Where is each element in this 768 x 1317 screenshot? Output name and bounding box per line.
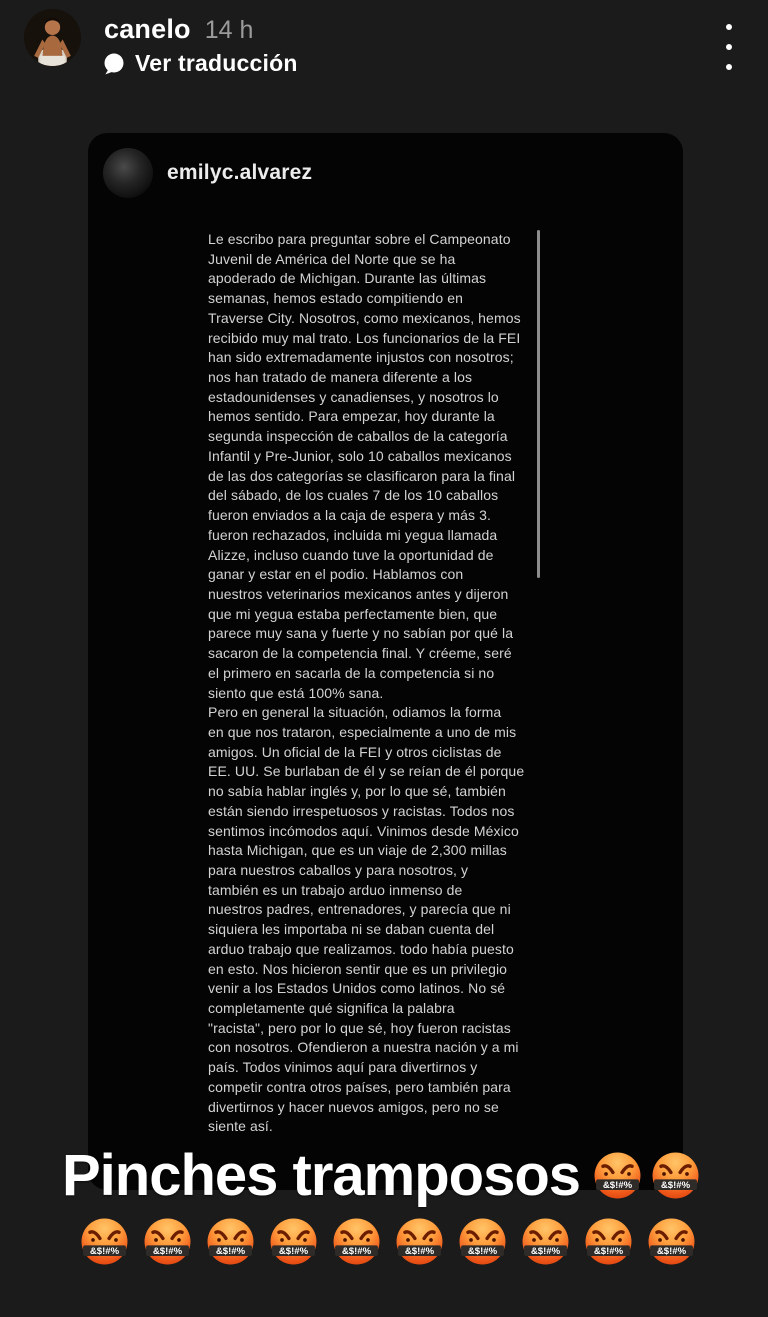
post-body-line: Le escribo para preguntar sobre el Campeonato <box>208 231 511 247</box>
post-body-line: parece muy sana y fuerte y no sabían por qué la <box>208 625 514 642</box>
post-body-line: arduo trabajo que realizamos. todo había puesto <box>208 940 514 957</box>
face-with-symbols-on-mouth-emoji <box>593 1151 642 1200</box>
embedded-post-card[interactable] <box>88 133 683 1190</box>
kebab-dot <box>726 64 732 70</box>
svg-text:&$!#%: &$!#% <box>404 1245 435 1257</box>
post-body-line: Infantil y Pre-Junior, solo 10 caballos mexicanos <box>208 447 512 464</box>
face-with-symbols-on-mouth-emoji <box>269 1217 318 1266</box>
face-with-symbols-on-mouth-emoji <box>651 1151 700 1200</box>
post-body-line: siente así. <box>208 1118 273 1135</box>
post-body-line: completamente qué significa la palabra <box>208 1000 455 1017</box>
canelo-avatar[interactable] <box>24 9 81 66</box>
post-body-line: siento que está 100% sana. <box>208 684 384 701</box>
face-with-symbols-on-mouth-emoji <box>584 1217 633 1266</box>
story-header <box>0 0 768 100</box>
kebab-dot <box>726 44 732 50</box>
face-with-symbols-on-mouth-emoji <box>332 1217 381 1266</box>
post-body-line: nuestros veterinarios mexicanos antes y dijeron <box>208 585 509 602</box>
face-with-symbols-on-mouth-emoji <box>395 1217 444 1266</box>
post-body-line: no sabía hablar inglés y, por lo que sé, también <box>208 783 506 800</box>
post-body-line: hemos sentido. Para empezar, hoy durante la <box>208 408 495 425</box>
post-body-line: el primero en sacarla de la competencia si no <box>208 664 495 681</box>
post-body-line: sacaron de la competencia final. Y créeme, seré <box>208 645 512 662</box>
post-body-line: fueron rechazados, incluida mi yegua llamada <box>208 526 498 543</box>
face-with-symbols-on-mouth-emoji <box>458 1217 507 1266</box>
face-with-symbols-on-mouth-emoji <box>80 1217 129 1266</box>
post-body-line: "racista", pero por lo que sé, hoy fueron racistas <box>208 1019 511 1036</box>
svg-text:&$!#%: &$!#% <box>656 1245 687 1257</box>
post-body-line: en que nos trataron, especialmente a uno de mis <box>208 723 517 740</box>
see-translation-button[interactable] <box>102 50 298 77</box>
caption-text: Pinches tramposos <box>62 1142 581 1208</box>
post-body-line: para nuestros caballos y para nosotros, y <box>208 862 469 878</box>
post-body-line: amigos. Un oficial de la FEI y otros ciclistas de <box>208 743 502 760</box>
svg-text:&$!#%: &$!#% <box>602 1179 633 1191</box>
caption-emojis <box>593 1151 700 1200</box>
post-body-line: con nosotros. Ofendieron a nuestra nación y a mi <box>208 1039 519 1056</box>
post-body-line: competir contra otros países, pero también para <box>208 1078 511 1095</box>
post-body-line: están siendo irrespetuosos y racistas. Todos nos <box>208 802 515 819</box>
post-body-line: Alizze, incluso cuando tuve la oportunidad de <box>208 546 494 563</box>
svg-text:&$!#%: &$!#% <box>341 1245 372 1257</box>
more-options-button[interactable] <box>722 24 736 70</box>
embedded-post-avatar <box>103 148 153 198</box>
post-body-line: ganar y estar en el podio. Hablamos con <box>208 566 464 583</box>
svg-text:&$!#%: &$!#% <box>593 1245 624 1257</box>
post-body-line: del sábado, de los cuales 7 de los 10 caballos <box>208 487 499 504</box>
post-body-line: han sido extremadamente injustos con nosotros; <box>208 349 514 366</box>
story-username[interactable]: canelo <box>104 14 191 44</box>
kebab-dot <box>726 24 732 30</box>
post-body-line: segunda inspección de caballos de la categoría <box>208 428 508 445</box>
face-with-symbols-on-mouth-emoji <box>521 1217 570 1266</box>
face-with-symbols-on-mouth-emoji <box>647 1217 696 1266</box>
post-body-line: en esto. Nos hicieron sentir que es un privilegio <box>208 960 508 977</box>
post-body-line: siquiera les importaba ni se daban cuenta del <box>208 921 495 938</box>
story-timestamp: 14 h <box>204 16 254 44</box>
post-body-line: también es un trabajo arduo inmenso de <box>208 881 463 898</box>
post-body-line: semanas, hemos estado compitiendo en <box>208 290 463 307</box>
post-body-line: hasta Michigan, que es un viaje de 2,300 millas <box>208 842 507 859</box>
post-body-line: estadounidenses y canadienses, y nosotros lo <box>208 388 499 405</box>
post-body-line: país. Todos vinimos aquí para divertirnos y <box>208 1059 478 1076</box>
post-body-line: apoderado de Michigan. Durante las últimas <box>208 270 487 287</box>
post-body-line: nuestros padres, entrenadores, y parecía que ni <box>208 901 511 918</box>
svg-text:&$!#%: &$!#% <box>530 1245 561 1257</box>
caption-overlay <box>62 1139 700 1211</box>
post-body-line: fueron enviados a la caja de espera y más 3. <box>208 507 492 524</box>
post-body-line: divertirnos y hacer nuevos amigos, pero no se <box>208 1098 499 1115</box>
post-body-line: Pero en general la situación, odiamos la forma <box>208 704 502 721</box>
scrollbar[interactable] <box>537 230 540 578</box>
svg-text:&$!#%: &$!#% <box>278 1245 309 1257</box>
post-body-line: recibido muy mal trato. Los funcionarios de la FEI <box>208 329 521 346</box>
post-body-line: de las dos categorías se clasificaron para la final <box>208 467 516 484</box>
post-body-line: EE. UU. Se burlaban de él y se reían de él porque <box>208 763 525 780</box>
svg-text:&$!#%: &$!#% <box>89 1245 120 1257</box>
svg-text:&$!#%: &$!#% <box>215 1245 246 1257</box>
post-body-line: sentimos incómodos aquí. Vinimos desde México <box>208 822 519 839</box>
post-body-line: venir a los Estados Unidos como latinos. No sé <box>208 980 506 997</box>
embedded-post-username: emilyc.alvarez <box>167 161 313 184</box>
face-with-symbols-on-mouth-emoji <box>143 1217 192 1266</box>
post-body-line: Juvenil de América del Norte que se ha <box>208 250 456 267</box>
post-body-line: Traverse City. Nosotros, como mexicanos, hemos <box>208 309 521 326</box>
speech-bubble-icon <box>102 52 126 76</box>
see-translation-label: Ver traducción <box>135 50 298 76</box>
post-body-line: que mi yegua estaba perfectamente bien, que <box>208 605 498 622</box>
emoji-row <box>80 1215 696 1267</box>
svg-text:&$!#%: &$!#% <box>152 1245 183 1257</box>
svg-text:&$!#%: &$!#% <box>660 1179 691 1191</box>
svg-text:&$!#%: &$!#% <box>467 1245 498 1257</box>
embedded-post-body <box>208 230 543 1137</box>
face-with-symbols-on-mouth-emoji <box>206 1217 255 1266</box>
post-body-line: nos han tratado de manera diferente a los <box>208 369 473 386</box>
